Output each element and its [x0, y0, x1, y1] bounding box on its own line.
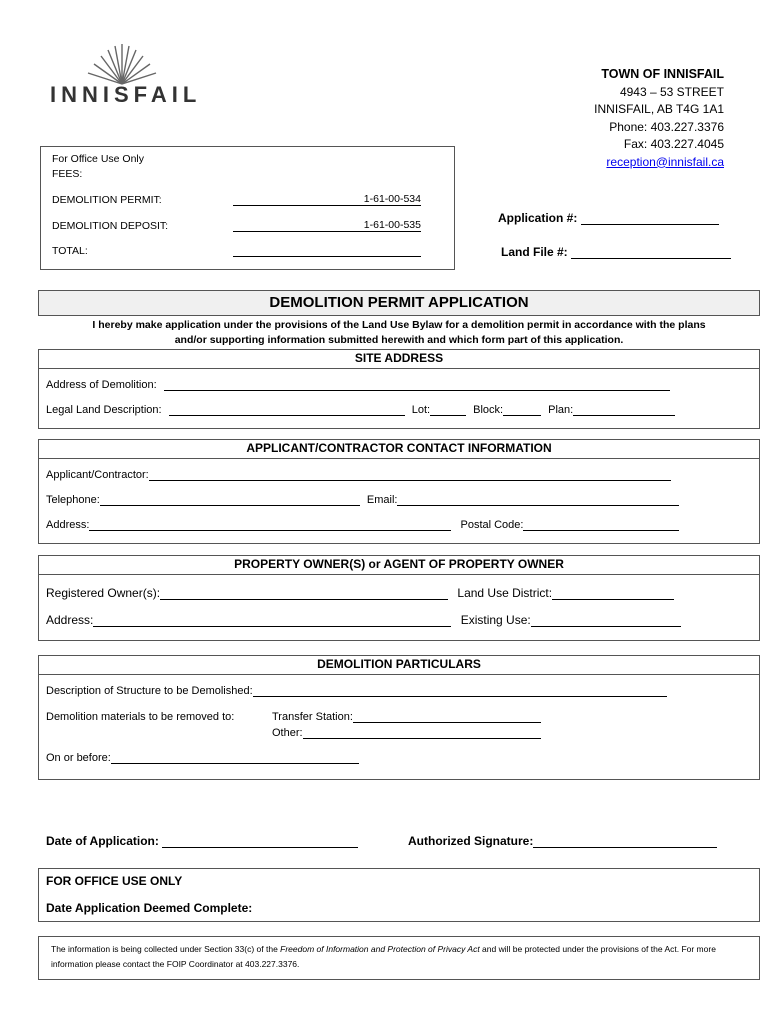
applicant-name-row: [46, 469, 671, 481]
date-of-application-field[interactable]: [162, 834, 358, 848]
structure-description-row: [46, 685, 667, 697]
town-phone: Phone: 403.227.3376: [609, 119, 724, 134]
legal-land-description-field[interactable]: [169, 404, 405, 416]
land-use-district-field[interactable]: [552, 588, 674, 600]
authorized-signature-row: [408, 834, 717, 848]
town-address-block: [594, 66, 724, 171]
application-number-field[interactable]: [581, 212, 719, 225]
total-label: TOTAL:: [52, 245, 88, 257]
land-use-district-label: Land Use District:: [457, 586, 553, 600]
owner-address-field[interactable]: [93, 615, 451, 627]
total-field[interactable]: [233, 244, 421, 257]
fees-label: FEES:: [52, 168, 83, 180]
structure-description-label: Description of Structure to be Demolished:: [46, 685, 253, 697]
email-label: Email:: [366, 494, 398, 506]
owner-address-row: [46, 613, 681, 627]
application-number-row: [498, 211, 719, 225]
office-use-fees-box: [40, 146, 455, 270]
authorized-signature-label: Authorized Signature:: [408, 834, 534, 848]
on-or-before-label: On or before:: [46, 752, 111, 764]
postal-code-field[interactable]: [523, 519, 679, 531]
land-file-row: [501, 245, 731, 259]
town-street: 4943 – 53 STREET: [619, 84, 724, 99]
applicant-address-field[interactable]: [89, 519, 451, 531]
foip-act-name: Freedom of Information and Protection of Privacy Act: [280, 944, 480, 954]
applicant-name-field[interactable]: [149, 469, 671, 481]
land-file-field[interactable]: [571, 246, 731, 259]
applicant-contact-header: APPLICANT/CONTRACTOR CONTACT INFORMATION: [39, 440, 759, 459]
structure-description-field[interactable]: [253, 685, 667, 697]
form-title: DEMOLITION PERMIT APPLICATION: [38, 290, 760, 316]
applicant-name-label: Applicant/Contractor:: [46, 469, 149, 481]
existing-use-label: Existing Use:: [460, 613, 531, 627]
date-of-application-label: Date of Application:: [46, 834, 159, 848]
telephone-label: Telephone:: [46, 494, 100, 506]
land-file-label: Land File #:: [501, 245, 568, 259]
block-label: Block:: [473, 404, 504, 416]
town-city: INNISFAIL, AB T4G 1A1: [594, 102, 724, 116]
demolition-particulars-section: [38, 655, 760, 780]
existing-use-field[interactable]: [531, 615, 681, 627]
plan-field[interactable]: [573, 404, 675, 416]
logo-sunburst-icon: [82, 40, 162, 86]
intro-statement: [38, 318, 760, 348]
foip-text-2: and will be protected under the provisions of the Act. For more information please contact the FOIP Coordinator at 403.227.3376.: [51, 944, 716, 969]
applicant-address-row: [46, 519, 679, 531]
applicant-contact-section: [38, 439, 760, 544]
materials-label: Demolition materials to be removed to:: [46, 711, 235, 723]
demolition-permit-code: 1-61-00-534: [233, 193, 421, 206]
date-of-application-row: [46, 834, 358, 848]
property-owner-section: [38, 555, 760, 641]
registered-owner-row: [46, 586, 674, 600]
town-name: TOWN OF INNISFAIL: [601, 67, 724, 81]
telephone-field[interactable]: [100, 494, 360, 506]
registered-owner-label: Registered Owner(s):: [46, 586, 161, 600]
email-field[interactable]: [397, 494, 679, 506]
date-deemed-complete-label: Date Application Deemed Complete:: [46, 901, 253, 915]
office-use-heading: For Office Use Only: [52, 153, 144, 165]
plan-label: Plan:: [548, 404, 574, 416]
application-number-label: Application #:: [498, 211, 578, 225]
transfer-station-label: Transfer Station:: [272, 711, 353, 723]
demolition-particulars-header: DEMOLITION PARTICULARS: [39, 656, 759, 675]
legal-land-description-label: Legal Land Description:: [46, 404, 162, 416]
foip-text-1: The information is being collected under Section 33(c) of the: [51, 944, 281, 954]
town-email-link[interactable]: reception@innisfail.ca: [606, 154, 724, 169]
registered-owner-field[interactable]: [160, 588, 448, 600]
transfer-station-field[interactable]: [353, 711, 541, 723]
office-use-only-box: [38, 868, 760, 922]
authorized-signature-field[interactable]: [533, 834, 717, 848]
transfer-station-row: [272, 711, 541, 723]
applicant-address-label: Address:: [46, 519, 90, 531]
demolition-deposit-code: 1-61-00-535: [233, 219, 421, 232]
address-of-demolition-row: [46, 379, 670, 391]
legal-land-description-row: [46, 404, 675, 416]
foip-notice: [38, 936, 760, 980]
on-or-before-field[interactable]: [111, 752, 359, 764]
other-field[interactable]: [303, 727, 541, 739]
other-label: Other:: [272, 727, 303, 739]
office-use-only-heading: FOR OFFICE USE ONLY: [46, 874, 183, 888]
town-fax: Fax: 403.227.4045: [623, 137, 724, 151]
address-of-demolition-field[interactable]: [164, 379, 670, 391]
demolition-deposit-label: DEMOLITION DEPOSIT:: [52, 220, 169, 232]
owner-address-label: Address:: [46, 613, 94, 627]
intro-line-2: and/or supporting information submitted herewith and which form part of this application.: [174, 334, 624, 346]
property-owner-header: PROPERTY OWNER(S) or AGENT OF PROPERTY OWNER: [39, 556, 759, 575]
site-address-section: [38, 349, 760, 429]
site-address-header: SITE ADDRESS: [39, 350, 759, 369]
lot-label: Lot:: [411, 404, 431, 416]
block-field[interactable]: [503, 404, 541, 416]
telephone-email-row: [46, 494, 679, 506]
intro-line-1: I hereby make application under the provisions of the Land Use Bylaw for a demolition permit in accordance with the plans: [92, 319, 706, 331]
lot-field[interactable]: [430, 404, 466, 416]
postal-code-label: Postal Code:: [460, 519, 524, 531]
address-of-demolition-label: Address of Demolition:: [46, 379, 157, 391]
on-or-before-row: [46, 752, 359, 764]
demolition-permit-label: DEMOLITION PERMIT:: [52, 194, 162, 206]
logo-wordmark: INNISFAIL: [50, 82, 202, 107]
other-row: [272, 727, 541, 739]
